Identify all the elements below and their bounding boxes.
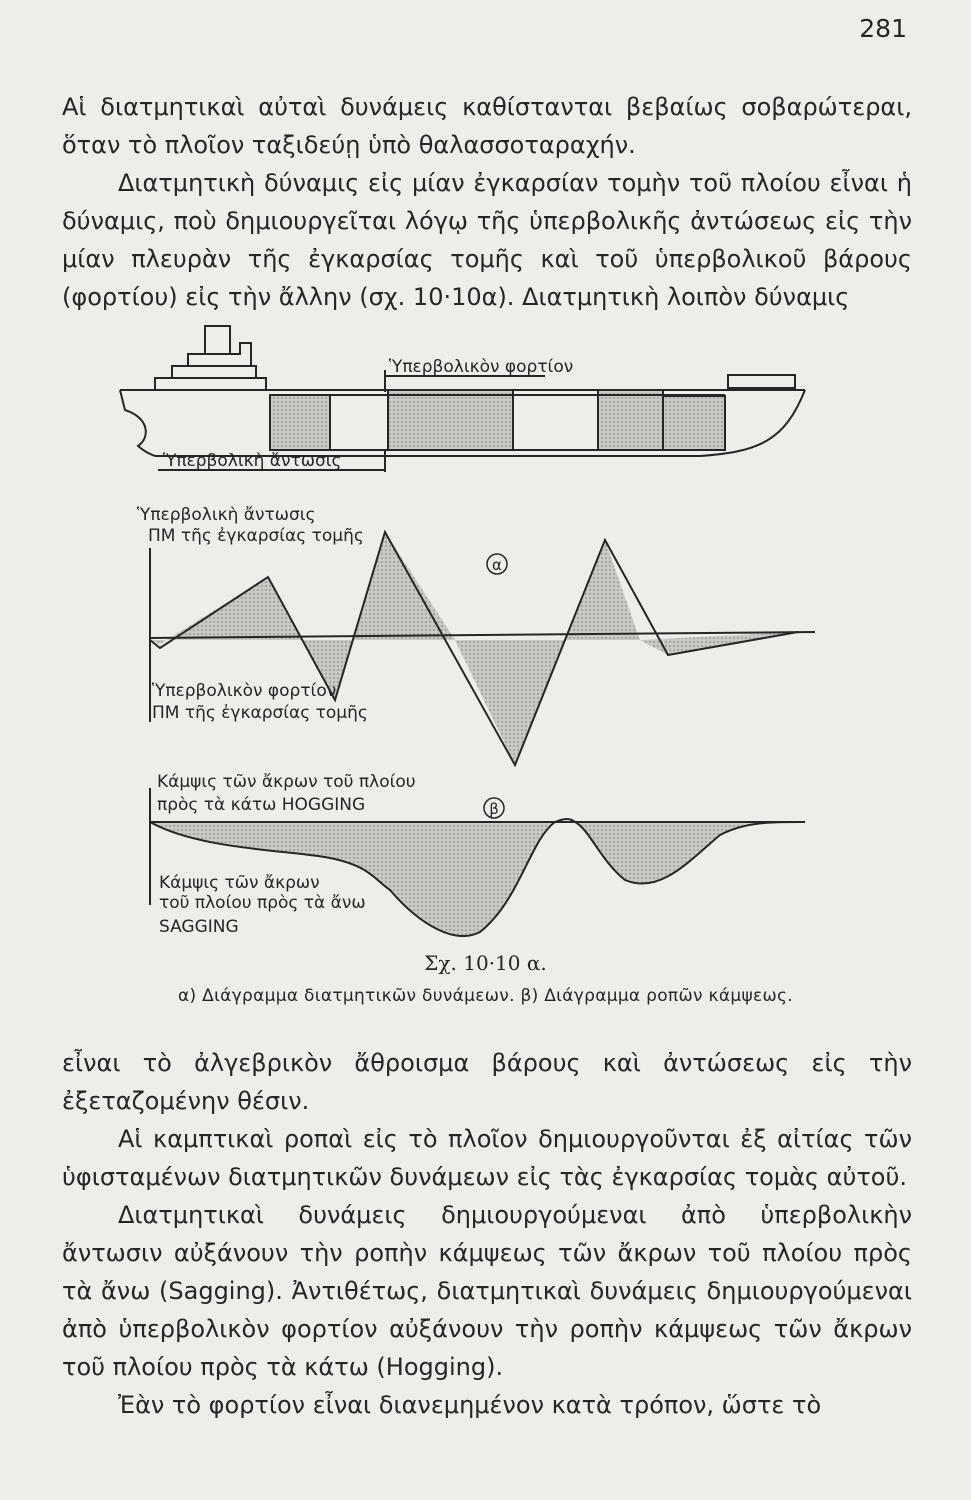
figure-title: Σχ. 10·10 α. — [424, 951, 547, 975]
paragraph-5: Διατμητικαὶ δυνάμεις δημιουργούμεναι ἀπὸ ὑπερβολικὴν ἄντωσιν αὐξάνουν τὴν ροπὴν κάμψεως τῶν ἄκρων τοῦ πλοίου πρὸς τὰ ἄνω (Sagging). Ἀντιθέτως, διατμητικαὶ δυνάμεις δημιουργούμεναι ἀπὸ ὑπερβολικὸν φορτίον αὐξάνουν τὴν ροπὴν κάμψεως τῶν ἄκρων τοῦ πλοίου πρὸς τὰ κάτω (Hogging). — [62, 1201, 912, 1381]
paragraph-6: Ἐὰν τὸ φορτίον εἶναι διανεμημένον κατὰ τρόπον, ὥστε τὸ — [118, 1391, 822, 1419]
diagram-b-label-top-line1: Κάμψις τῶν ἄκρων τοῦ πλοίου — [157, 772, 416, 792]
page-number: 281 — [859, 14, 907, 43]
diagram-b-marker: β — [489, 800, 499, 818]
forecastle — [728, 375, 795, 388]
ship-label-load: Ὑπερβολικὸν φορτίον — [389, 357, 574, 377]
diagram-a-label-top-line1: Ὑπερβολικὴ ἄντωσις — [137, 505, 316, 525]
bridge-deck-3 — [155, 378, 266, 390]
diagram-b-label-top-line2: πρὸς τὰ κάτω HOGGING — [157, 795, 366, 815]
shear-force-diagram — [150, 532, 815, 765]
ship-label-buoyancy: Ὑπερβολικὴ ἄντωσις — [163, 451, 342, 471]
diagram-a-label-bottom-line2: ΠΜ τῆς ἐγκαρσίας τομῆς — [152, 703, 368, 723]
hold-load-3 — [663, 396, 725, 450]
diagram-a-label-bottom-line1: Ὑπερβολικὸν φορτίον — [152, 681, 337, 701]
diagram-b-label-bottom-line2: τοῦ πλοίου πρὸς τὰ ἄνω — [159, 893, 366, 913]
paragraph-1: Αἱ διατμητικαὶ αὐταὶ δυνάμεις καθίστανται βεβαίως σοβαρώτεραι, ὅταν τὸ πλοῖον ταξιδεύῃ ὑπὸ θαλασσοταραχήν. — [62, 93, 912, 159]
shear-area-2 — [455, 540, 640, 765]
diagram-a-label-top-line2: ΠΜ τῆς ἐγκαρσίας τομῆς — [148, 526, 364, 546]
figure-caption: α) Διάγραμμα διατμητικῶν δυνάμεων. β) Διάγραμμα ροπῶν κάμψεως. — [178, 986, 793, 1006]
paragraph-2: Διατμητικὴ δύναμις εἰς μίαν ἐγκαρσίαν τομὴν τοῦ πλοίου εἶναι ἡ δύναμις, ποὺ δημιουργεῖται λόγῳ τῆς ὑπερβολικῆς ἀντώσεως εἰς τὴν μίαν πλευρὰν τῆς ἐγκαρσίας τομῆς καὶ τοῦ ὑπερβολικοῦ βάρους (φορτίου) εἰς τὴν ἄλλην (σχ. 10·10α). Διατμητικὴ λοιπὸν δύναμις — [62, 169, 912, 311]
hold-load-2 — [598, 390, 663, 450]
diagram-b-label-bottom-line3: SAGGING — [159, 917, 239, 937]
paragraph-4: Αἱ καμπτικαὶ ροπαὶ εἰς τὸ πλοῖον δημιουργοῦνται ἐξ αἰτίας τῶν ὑφισταμένων διατμητικῶν δυνάμεων εἰς τὰς ἐγκαρσίας τομὰς αὐτοῦ. — [62, 1125, 912, 1191]
funnel — [205, 326, 230, 354]
bridge-deck-1 — [188, 343, 251, 366]
hogging-area — [575, 822, 800, 884]
paragraph-3: εἶναι τὸ ἀλγεβρικὸν ἄθροισμα βάρους καὶ ἀντώσεως εἰς τὴν ἐξεταζομένην θέσιν. — [62, 1049, 912, 1115]
hold-empty-1 — [330, 395, 388, 450]
diagram-a-marker: α — [492, 556, 502, 574]
diagram-b-label-bottom-line1: Κάμψις τῶν ἄκρων — [159, 873, 320, 893]
hold-load-1 — [388, 390, 513, 450]
shear-area-1 — [150, 532, 455, 700]
bridge-deck-2 — [172, 366, 256, 378]
hold-buoyancy-1 — [270, 395, 330, 450]
hold-empty-2 — [513, 390, 598, 450]
ship-stern — [120, 390, 155, 456]
